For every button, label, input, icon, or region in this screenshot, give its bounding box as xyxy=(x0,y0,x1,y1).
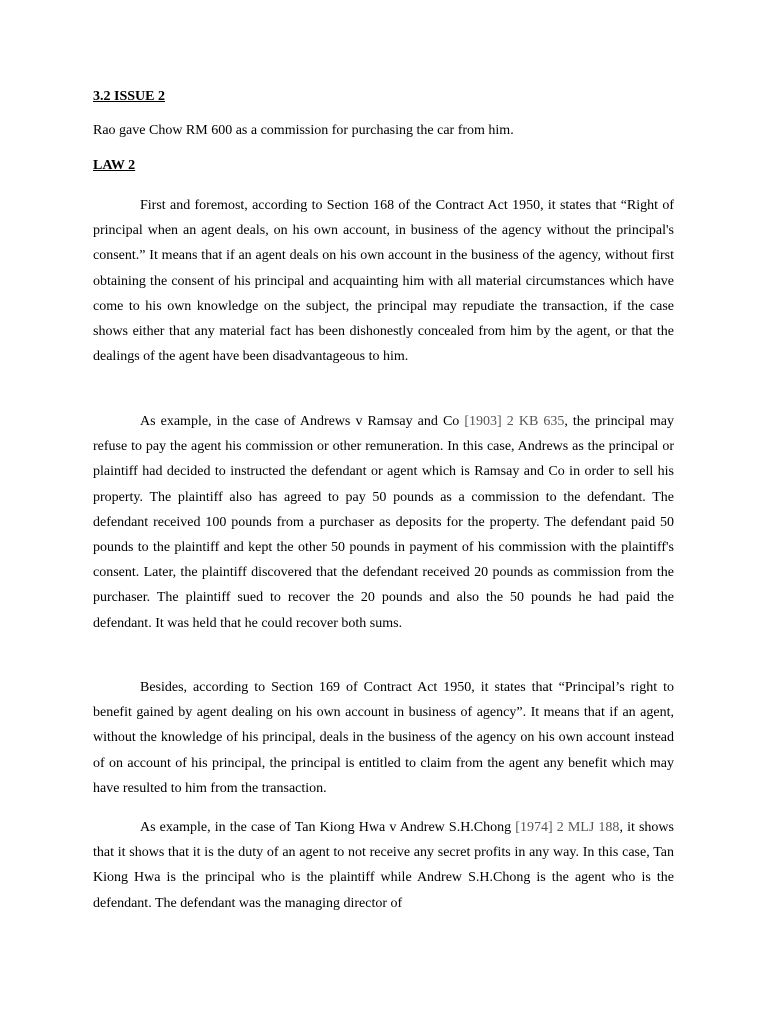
paragraph-section-168: First and foremost, according to Section 168 of the Contract Act 1950, it states that “Right of principal when an agent deals, on his own account, in business of the agency without the principal's consent.” It means that if an agent deals on his own account in the business of the agency, without first obtaining the consent of his principal and acquainting him with all material circumstances which have come to his own knowledge on the subject, the principal may repudiate the transaction, if the case shows either that any material fact has been dishonestly concealed from him by the agent, or that the dealings of the agent have been disadvantageous to him. xyxy=(93,198,674,365)
section-heading-issue: 3.2 ISSUE 2 xyxy=(93,89,165,104)
issue-statement: Rao gave Chow RM 600 as a commission for purchasing the car from him. xyxy=(93,123,514,138)
paragraph-section-169: Besides, according to Section 169 of Contract Act 1950, it states that “Principal’s right to benefit gained by agent dealing on his own account in business of agency”. It means that if an agent, without the knowledge of his principal, deals in the business of the agency on his own account instead of on account of his principal, the principal is entitled to claim from the agent any benefit which may have resulted to him from the transaction. xyxy=(93,680,674,796)
case-citation: [1903] 2 KB 635 xyxy=(464,414,565,429)
paragraph-tan-kiong-hwa-case xyxy=(93,815,674,916)
paragraph-text: As example, in the case of Andrews v Ramsay and Co xyxy=(140,414,465,429)
paragraph-text: , the principal may refuse to pay the agent his commission or other remuneration. In this case, Andrews as the principal or plaintiff had decided to instructed the defendant or agent which is Ramsay and Co in order to sell his property. The plaintiff also has agreed to pay 50 pounds as a commission to the defendant. The defendant received 100 pounds from a purchaser as deposits for the property. The defendant paid 50 pounds to the plaintiff and kept the other 50 pounds in payment of his commission with the plaintiff's consent. Later, the plaintiff discovered that the defendant received 20 pounds as commission from the purchaser. The plaintiff sued to recover the 20 pounds and also the 50 pounds he had paid the defendant. It was held that he could recover both sums. xyxy=(93,414,675,631)
paragraph-andrews-case xyxy=(93,409,674,636)
paragraph-text: As example, in the case of Tan Kiong Hwa v Andrew S.H.Chong xyxy=(140,820,516,835)
paragraph-text: , it shows that it shows that it is the duty of an agent to not receive any secret profits in any way. In this case, Tan Kiong Hwa is the principal who is the plaintiff while Andrew S.H.Chong is the agent who is the defendant. The defendant was the managing director of xyxy=(93,820,674,911)
section-heading-law: LAW 2 xyxy=(93,158,136,173)
case-citation: [1974] 2 MLJ 188 xyxy=(515,820,620,835)
